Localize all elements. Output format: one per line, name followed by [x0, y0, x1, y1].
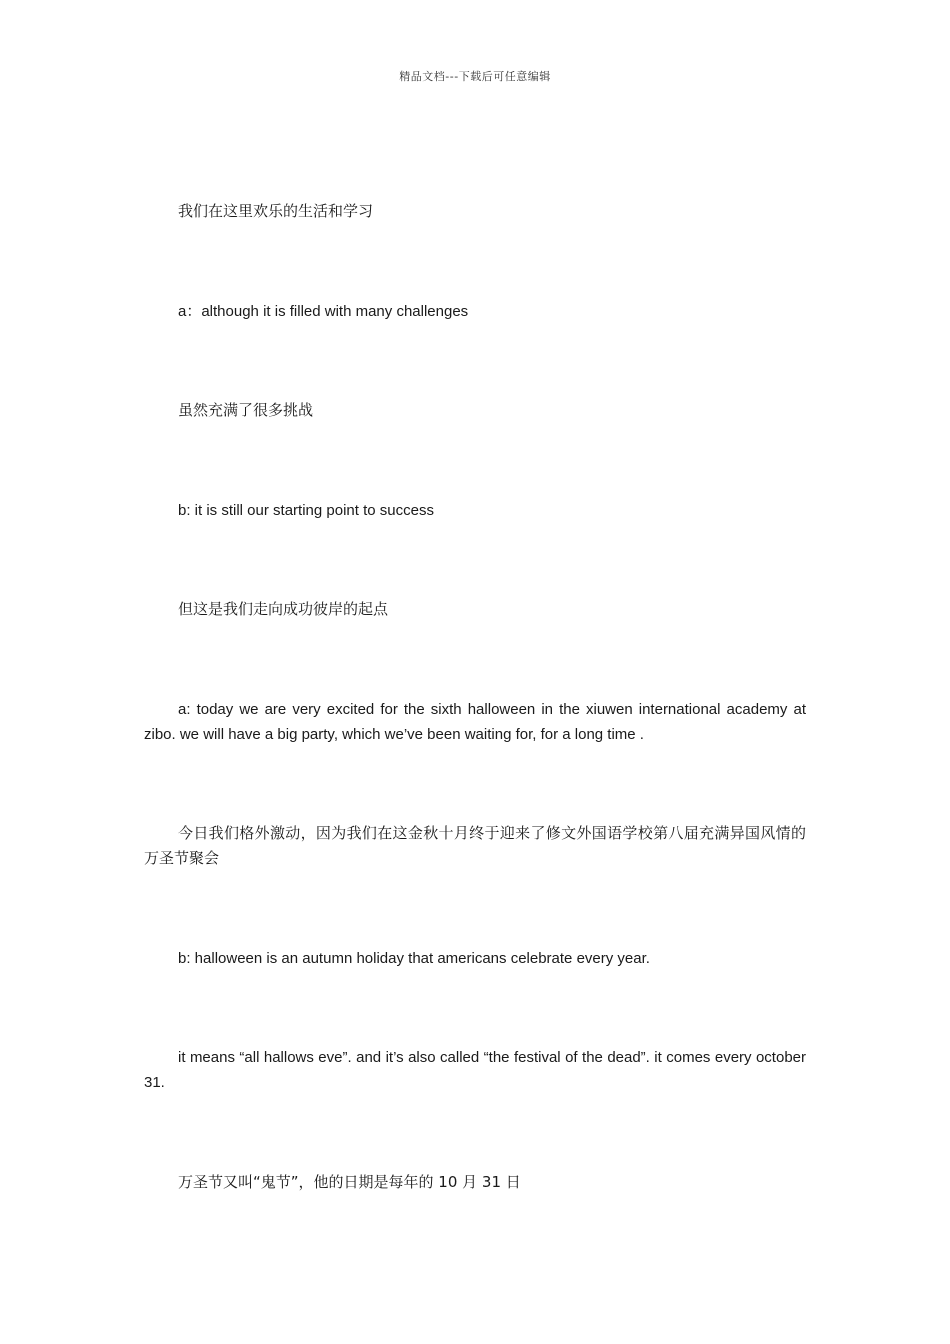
paragraph: b: it is still our starting point to success [178, 502, 434, 519]
paragraph: 万圣节又叫“鬼节”，他的日期是每年的 10 月 31 日 [178, 1173, 521, 1191]
paragraph: b: halloween is an autumn holiday that americans celebrate every year. [178, 950, 650, 967]
paragraph: 今日我们格外激动，因为我们在这金秋十月终于迎来了修文外国语学校第八届充满异国风情的万圣节聚会 [144, 824, 806, 867]
paragraph: 我们在这里欢乐的生活和学习 [178, 202, 374, 220]
paragraph: a: today we are very excited for the sixth halloween in the xiuwen international academy at zibo. we will have a big party, which we’ve been waiting for, for a long time . [144, 701, 806, 743]
paragraph: 但这是我们走向成功彼岸的起点 [178, 600, 389, 618]
paragraph: it means “all hallows eve”. and it’s also called “the festival of the dead”. it comes every october 31. [144, 1049, 806, 1091]
paragraph: 虽然充满了很多挑战 [178, 401, 314, 419]
paragraph: a：although it is filled with many challenges [178, 303, 469, 320]
page-header: 精品文档---下载后可任意编辑 [399, 70, 551, 83]
